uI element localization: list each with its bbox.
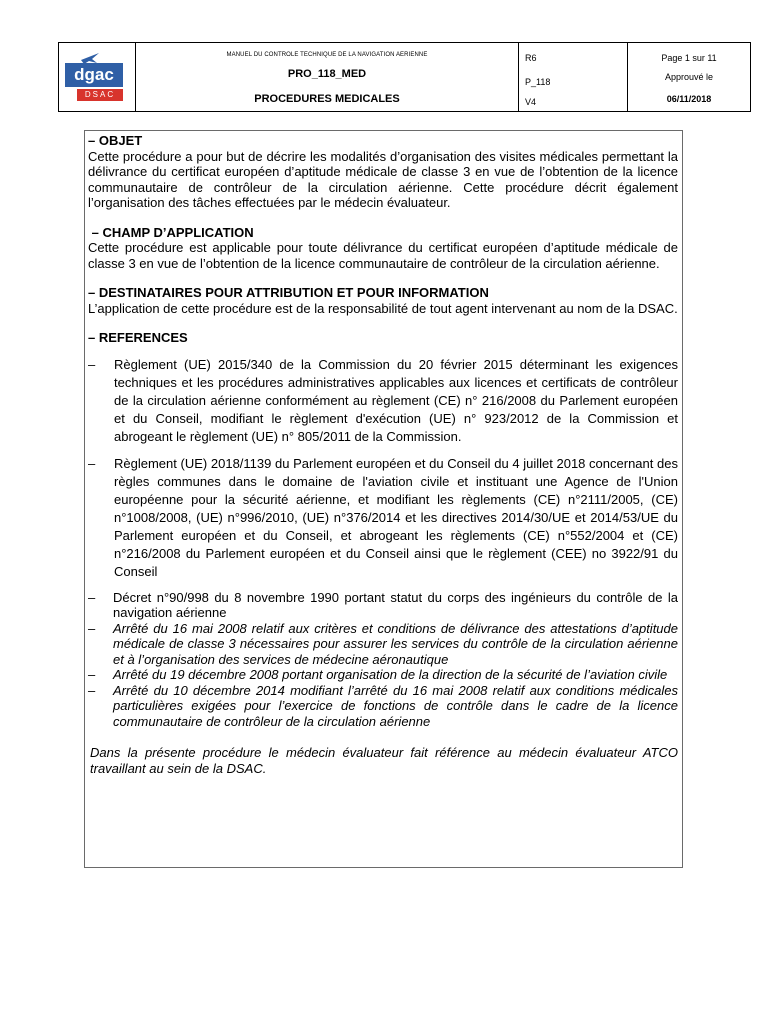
- section-text-destinataires: L’application de cette procédure est de la responsabilité de tout agent intervenant au nom de la DSAC.: [88, 300, 678, 316]
- document-title: PROCEDURES MEDICALES: [254, 93, 400, 105]
- approved-date: 06/11/2018: [666, 94, 712, 104]
- page-cell: [628, 43, 750, 111]
- list-item: [88, 590, 678, 621]
- section-heading-destinataires: – DESTINATAIRES POUR ATTRIBUTION ET POUR INFORMATION: [88, 285, 489, 300]
- dgac-logo: dgac: [65, 63, 123, 87]
- list-item: [88, 667, 678, 683]
- manual-name: MANUEL DU CONTROLE TECHNIQUE DE LA NAVIGATION AERIENNE: [226, 52, 428, 58]
- version-code: V4: [525, 97, 537, 107]
- dash-bullet: –: [88, 682, 96, 698]
- decree-text: Décret n°90/998 du 8 novembre 1990 portant statut du corps des ingénieurs du contrôle de la navigation aérienne: [113, 589, 678, 620]
- regulation-text: Règlement (UE) 2015/340 de la Commission du 20 février 2015 déterminant les exigences techniques et les procédures administratives applicables aux licences et certificats de contrôleur de la circulation aérienne conformément au règlement (CE) n° 216/2008 du Parlement européen et du Conseil, modifiant le règlement d'exécution (UE) n° 923/2012 de la Commission et abrogeant le règlement (UE) n° 805/2011 de la Commission.: [114, 356, 678, 444]
- logo-cell: [59, 43, 136, 111]
- approved-label: Approuvé le: [664, 72, 714, 82]
- list-item: [88, 621, 678, 668]
- dash-bullet: –: [88, 356, 96, 372]
- regulations-list: [88, 356, 678, 581]
- section-text-objet: Cette procédure a pour but de décrire les modalités d’organisation des visites médicales permettant la délivrance du certificat européen d’aptitude médicale de classe 3 en vue de l’obtention de la licence communautaire de contrôleur de la circulation aérienne. Cette procédure décrit également l’organisation des tâches effectuées par le médecin évaluateur.: [88, 148, 678, 210]
- document-header: [58, 42, 751, 112]
- dash-bullet: –: [88, 667, 96, 682]
- decree-text: Arrêté du 16 mai 2008 relatif aux critères et conditions de délivrance des attestations d’aptitude médicale de classe 3 nécessaires pour assurer les services du contrôle de la circulation aérienne et à l’organisation des services de médecine aéronautique: [113, 620, 678, 667]
- list-item: [88, 683, 678, 730]
- dash-bullet: –: [88, 589, 96, 605]
- procedure-code: P_118: [525, 77, 551, 87]
- decree-text: Arrêté du 10 décembre 2014 modifiant l’arrêté du 16 mai 2008 relatif aux conditions médicales particulières exigées pour l’exercice de fonctions de contrôle dans le cadre de la licence communautaire de contrôleur de la circulation aérienne: [113, 682, 678, 729]
- page-number: Page 1 sur 11: [661, 53, 717, 63]
- reference-cell: [519, 43, 628, 111]
- section-text-champ: Cette procédure est applicable pour toute délivrance du certificat européen d’aptitude médicale de classe 3 en vue de l’obtention de la licence communautaire de contrôleur de la circulation aérienne.: [88, 240, 678, 271]
- list-item: [88, 455, 678, 581]
- document-code: PRO_118_MED: [287, 68, 367, 80]
- revision-code: R6: [525, 53, 537, 63]
- dsac-logo: DSAC: [77, 89, 123, 101]
- closing-note: Dans la présente procédure le médecin évaluateur fait référence au médecin évaluateur ATCO travaillant au sein de la DSAC.: [90, 745, 678, 776]
- dash-bullet: –: [88, 620, 96, 636]
- section-heading-objet: – OBJET: [88, 133, 143, 148]
- content-box: [84, 130, 683, 868]
- dash-bullet: –: [88, 455, 96, 471]
- title-cell: [136, 43, 519, 111]
- regulation-text: Règlement (UE) 2018/1139 du Parlement européen et du Conseil du 4 juillet 2018 concernant des règles communes dans le domaine de l'aviation civile et instituant une Agence de l'Union européenne pour la sécurité aérienne, et modifiant les règlements (CE) n°2111/2005, (CE) n°1008/2008, (UE) n°996/2010, (UE) n°376/2014 et les directives 2014/30/UE et 2014/53/UE du Parlement européen et du Conseil, et abrogeant les règlements (CE) n°552/2004 et (CE) n°216/2008 du Parlement européen et du Conseil ainsi que le règlement (CEE) no 3922/91 du Conseil: [114, 455, 678, 579]
- decrees-list: [88, 590, 678, 730]
- decree-text: Arrêté du 19 décembre 2008 portant organisation de la direction de la sécurité de l’aviation civile: [113, 667, 668, 682]
- section-heading-champ: – CHAMP D’APPLICATION: [88, 224, 254, 240]
- section-heading-references: – REFERENCES: [88, 330, 188, 345]
- list-item: [88, 356, 678, 446]
